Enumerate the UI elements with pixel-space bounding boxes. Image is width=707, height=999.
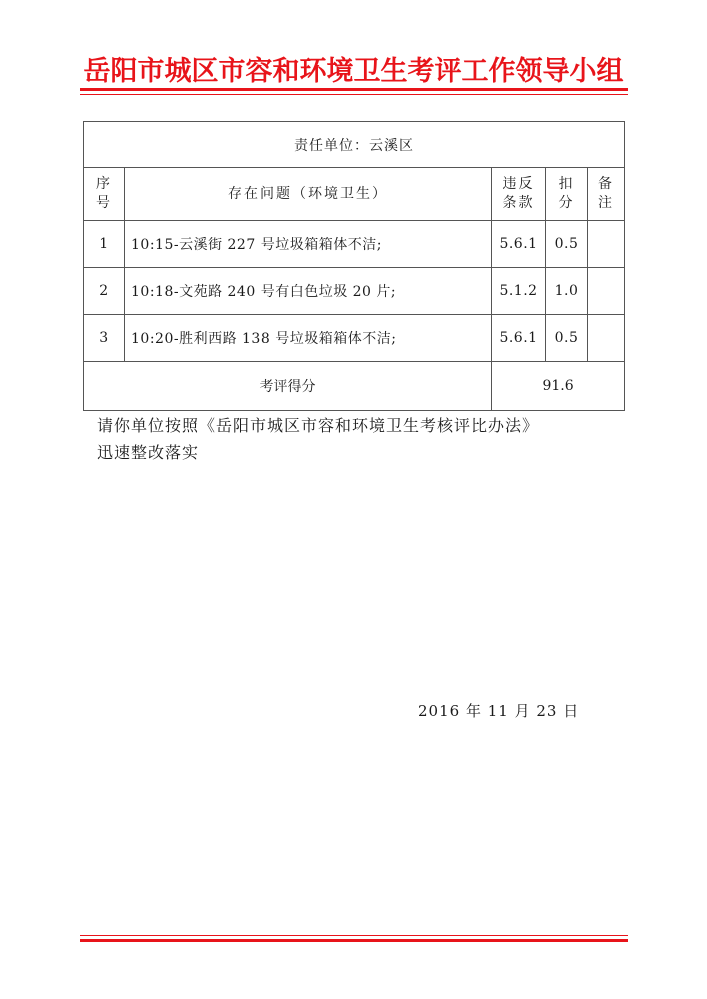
header-thick-rule — [80, 88, 628, 91]
row-deduct: 0.5 — [546, 315, 588, 362]
table-row — [84, 221, 625, 268]
header-issue: 存在问题（环境卫生） — [125, 168, 492, 221]
footer-thin-rule — [80, 935, 628, 936]
row-deduct: 1.0 — [546, 268, 588, 315]
responsible-unit-cell — [84, 122, 625, 168]
row-clause: 5.6.1 — [492, 221, 546, 268]
header-deduct: 扣 分 — [546, 168, 588, 221]
header-remark: 备 注 — [588, 168, 625, 221]
row-remark — [588, 268, 625, 315]
row-deduct: 0.5 — [546, 221, 588, 268]
table-header-row — [84, 168, 625, 221]
score-row — [84, 362, 625, 411]
row-seq: 3 — [84, 315, 125, 362]
header-seq: 序 号 — [84, 168, 125, 221]
footer-thick-rule — [80, 939, 628, 942]
header-thin-rule — [80, 94, 628, 95]
responsible-unit-label: 责任单位： — [294, 137, 370, 154]
score-label: 考评得分 — [84, 362, 492, 411]
row-remark — [588, 221, 625, 268]
issue-date: 2016 年 11 月 23 日 — [418, 702, 580, 720]
rectification-notice — [97, 412, 539, 466]
notice-line-1: 请你单位按照《岳阳市城区市容和环境卫生考核评比办法》 — [97, 416, 540, 435]
row-issue: 10:20-胜利西路 138 号垃圾箱箱体不洁; — [125, 315, 492, 362]
document-title: 岳阳市城区市容和环境卫生考评工作领导小组 — [83, 56, 624, 87]
row-issue: 10:15-云溪街 227 号垃圾箱箱体不洁; — [125, 221, 492, 268]
header-violation: 违反 条款 — [492, 168, 546, 221]
row-issue: 10:18-文苑路 240 号有白色垃圾 20 片; — [125, 268, 492, 315]
inspection-table — [83, 121, 625, 411]
row-clause: 5.1.2 — [492, 268, 546, 315]
score-value: 91.6 — [492, 362, 625, 411]
responsible-unit-row — [84, 122, 625, 168]
table-row — [84, 268, 625, 315]
table-row — [84, 315, 625, 362]
row-clause: 5.6.1 — [492, 315, 546, 362]
responsible-unit-name: 云溪区 — [369, 137, 415, 154]
row-seq: 2 — [84, 268, 125, 315]
row-seq: 1 — [84, 221, 125, 268]
row-remark — [588, 315, 625, 362]
notice-line-2: 迅速整改落实 — [97, 443, 200, 462]
